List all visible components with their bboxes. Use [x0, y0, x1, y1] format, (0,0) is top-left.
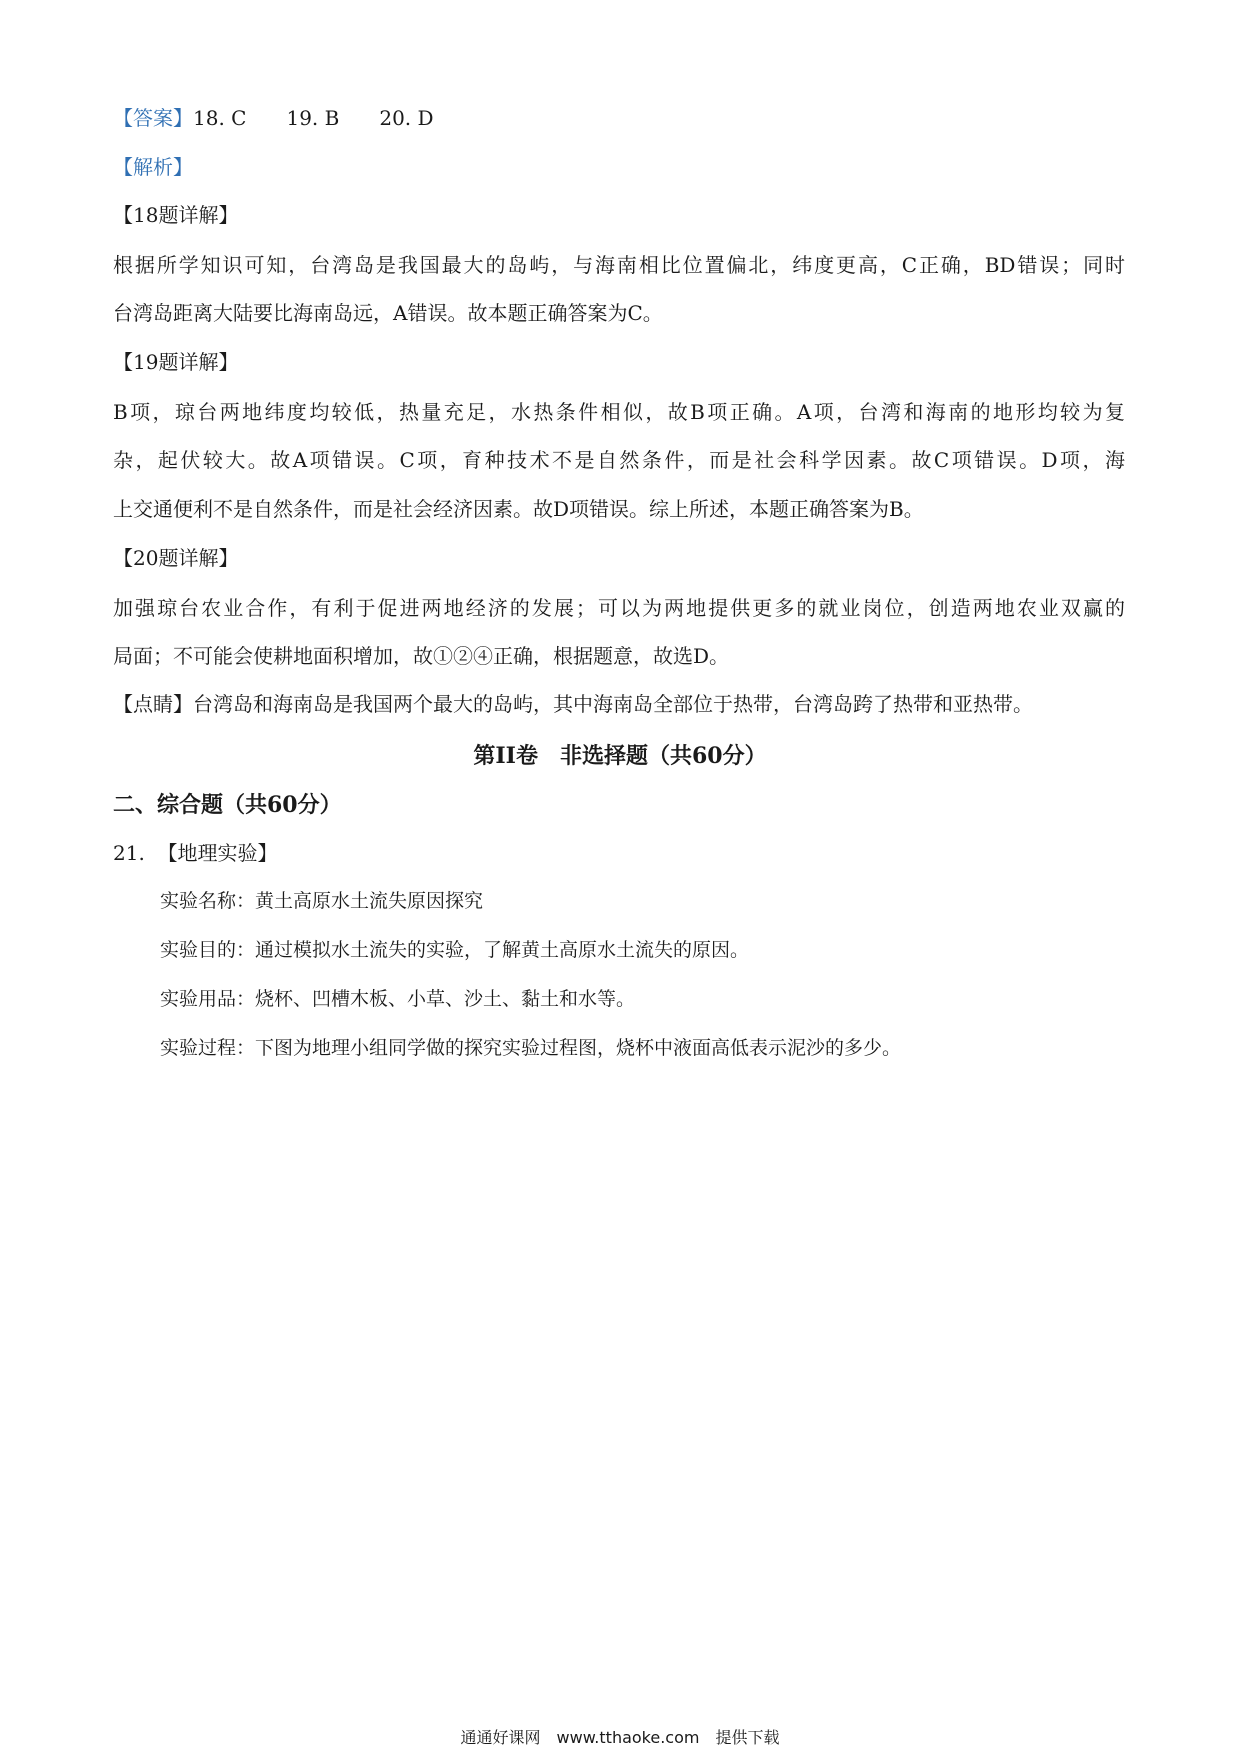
- section-title: 第II卷 非选择题（共60分）: [473, 743, 767, 769]
- q18-line: 台湾岛距离大陆要比海南岛远，A错误。故本题正确答案为C。: [113, 301, 663, 325]
- answer-item: 20. D: [379, 106, 434, 130]
- experiment-name: 实验名称：黄土高原水土流失原因探究: [160, 890, 484, 912]
- experiment-purpose: 实验目的：通过模拟水土流失的实验，了解黄土高原水土流失的原因。: [160, 939, 750, 961]
- answer-label: 【答案】: [113, 106, 193, 130]
- q20-line: 加强琼台农业合作，有利于促进两地经济的发展；可以为两地提供更多的就业岗位，创造两地农业双赢的: [113, 596, 1125, 620]
- q20-line: 局面；不可能会使耕地面积增加，故①②④正确，根据题意，故选D。: [113, 644, 730, 668]
- q21-tag: 【地理实验】: [157, 841, 278, 865]
- q19-line: 杂，起伏较大。故A项错误。C项，育种技术不是自然条件，而是社会科学因素。故C项错误。D项，海: [113, 448, 1125, 472]
- q19-header: 【19题详解】: [113, 350, 239, 374]
- q20-header: 【20题详解】: [113, 546, 239, 570]
- answer-item: 18. C: [193, 106, 247, 130]
- page-footer: 通通好课网 www.tthaoke.com 提供下载: [460, 1728, 780, 1747]
- q18-header: 【18题详解】: [113, 203, 239, 227]
- q19-line: B项，琼台两地纬度均较低，热量充足，水热条件相似，故B项正确。A项，台湾和海南的地形均较为复: [113, 400, 1125, 424]
- tip-line: 【点睛】台湾岛和海南岛是我国两个最大的岛屿，其中海南岛全部位于热带，台湾岛跨了热带和亚热带。: [113, 692, 1033, 716]
- analysis-label: 【解析】: [113, 155, 193, 179]
- q19-line: 上交通便利不是自然条件，而是社会经济因素。故D项错误。综上所述，本题正确答案为B。: [113, 497, 924, 521]
- q21-number: 21.: [113, 841, 145, 865]
- answer-line: [113, 104, 434, 132]
- part-heading: 二、综合题（共60分）: [113, 792, 342, 818]
- experiment-materials: 实验用品：烧杯、凹槽木板、小草、沙土、黏土和水等。: [160, 988, 636, 1010]
- answer-item: 19. B: [286, 106, 340, 130]
- q21-header: [113, 839, 278, 867]
- q18-line: 根据所学知识可知，台湾岛是我国最大的岛屿，与海南相比位置偏北，纬度更高，C正确，BD错误；同时: [113, 253, 1125, 277]
- experiment-process: 实验过程：下图为地理小组同学做的探究实验过程图，烧杯中液面高低表示泥沙的多少。: [160, 1037, 902, 1059]
